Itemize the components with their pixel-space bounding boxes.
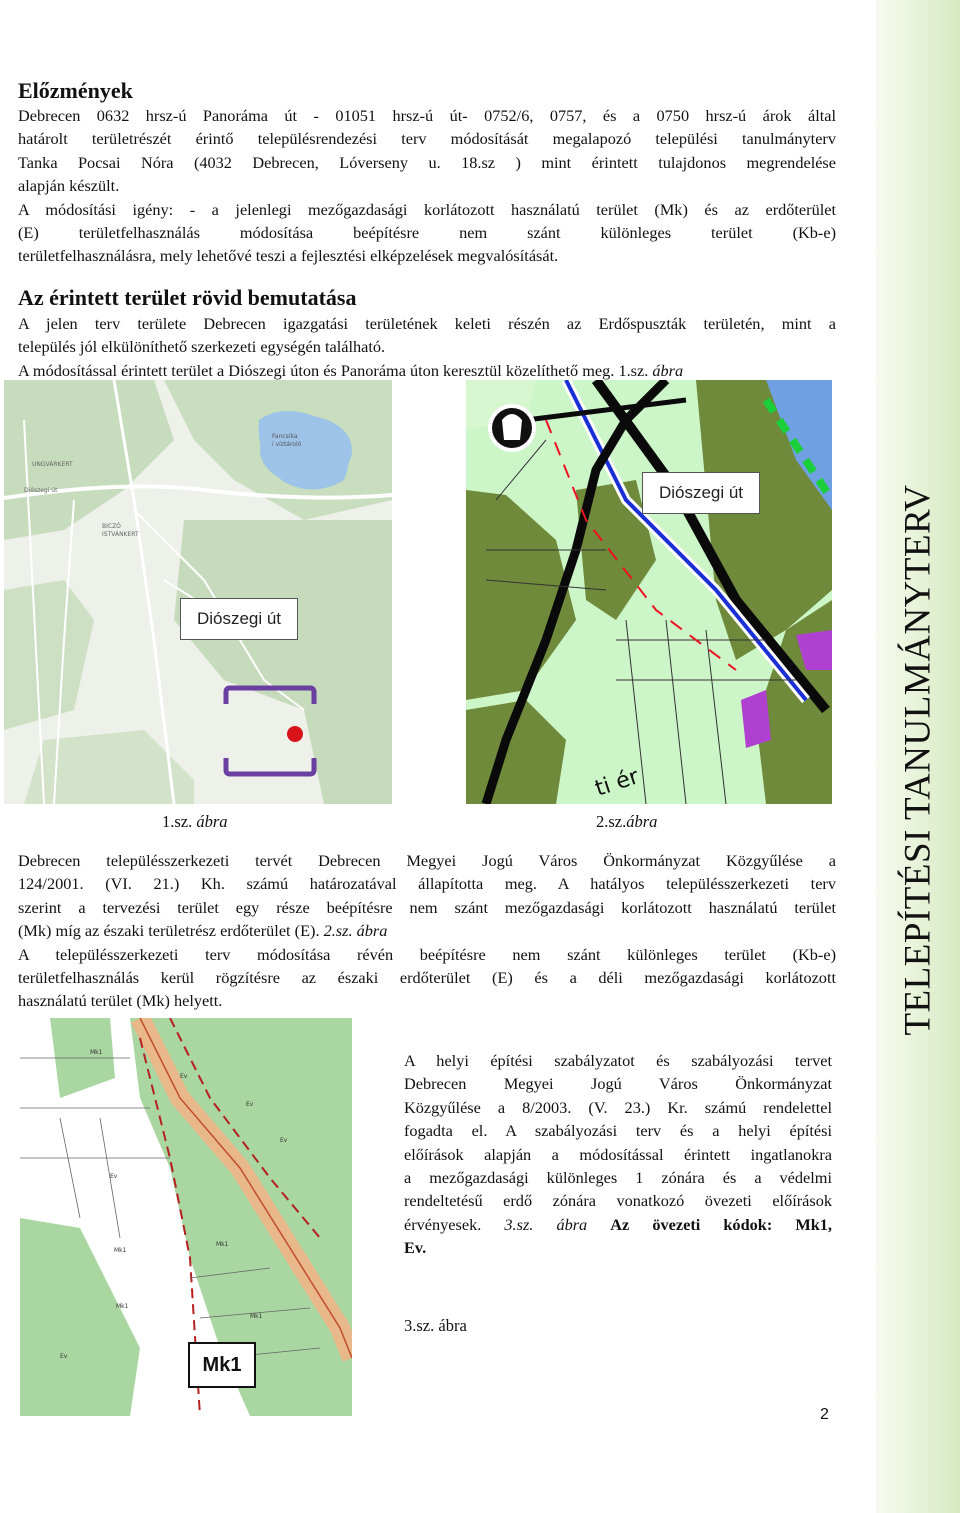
figure-ref: ábra: [652, 360, 684, 380]
zoning-plan-graphic: [466, 380, 832, 804]
text-line: használatú terület (Mk) helyett.: [18, 991, 223, 1011]
text-line: a mezőgazdasági különleges 1 zónára és a védelmi: [404, 1168, 832, 1188]
figure-ref: 2.sz. ábra: [323, 921, 388, 941]
text-line: A módosítási igény: - a jelenlegi mezőgazdasági korlátozott használatú terület (Mk) és az erdőterület: [18, 199, 836, 219]
zone-codes-text: Az övezeti kódok: Mk1,: [610, 1214, 832, 1234]
text-line: A településszerkezeti terv módosítása révén beépítésre nem szánt különleges terület (Kb-e): [18, 944, 836, 964]
zone-code: Mk1: [216, 1241, 229, 1248]
location-marker-icon: [287, 726, 303, 742]
zone-code: Ev: [60, 1353, 68, 1360]
section-area: [18, 284, 836, 382]
street-map-graphic: [4, 380, 392, 804]
zone-code: Ev: [280, 1137, 288, 1144]
svg-text:BICZÓ: BICZÓ: [102, 523, 121, 530]
svg-text:Fancsika: Fancsika: [272, 433, 298, 440]
zone-code: Mk1: [116, 1303, 129, 1310]
svg-text:Diószegi út: Diószegi út: [24, 487, 58, 494]
svg-text:i víztároló: i víztároló: [272, 441, 302, 448]
paragraph-prior-1: [18, 104, 836, 198]
text-line: [404, 1213, 832, 1236]
text-line: alapján készült.: [18, 176, 120, 196]
text-line: A helyi építési szabályzatot és szabályozási tervet: [404, 1051, 832, 1070]
text-segment: érvényesek.: [404, 1214, 482, 1234]
section-prior: [18, 78, 836, 268]
text-line: (E) területfelhasználás módosítása beépítésre nem szánt különleges terület (Kb-e): [18, 223, 836, 243]
figure-2-caption: [596, 812, 657, 832]
text-line: [404, 1236, 832, 1259]
text-line: Debrecen 0632 hrsz-ú Panoráma út - 01051 hrsz-ú út- 0752/6, 0757, és a 0750 hrsz-ú árok által: [18, 106, 836, 125]
zone-codes-text: Ev.: [404, 1238, 427, 1258]
paragraph-area-1: [18, 312, 836, 359]
figure-3-caption: 3.sz. ábra: [404, 1316, 467, 1335]
text-line: rendeltetésű erdő zónára vonatkozó övezeti előírások: [404, 1191, 832, 1211]
zone-code: Ev: [110, 1173, 118, 1180]
road-label-dioszegi-2: Diószegi út: [642, 472, 760, 514]
section-local-regulation: [404, 1049, 832, 1260]
text-line: határolt területrészét érintő településrendezési terv módosítását megalapozó települési tanulmányterv: [18, 129, 836, 149]
text-line: Debrecen Megyei Jogú Város Önkormányzat: [404, 1074, 832, 1094]
text-segment: (Mk) míg az északi területrész erdőterület (E).: [18, 921, 320, 941]
caption-label: ábra: [196, 812, 228, 831]
sidebar-title: TELEPÍTÉSI TANULMÁNYTERV: [897, 484, 939, 1036]
text-line: 124/2001. (VI. 21.) Kh. számú határozatával állapította meg. A hatályos településszerkezeti terv: [18, 874, 836, 894]
text-line: település jól elkülöníthető szerkezeti egységén található.: [18, 337, 386, 357]
figure-1-map: [4, 380, 392, 804]
figure-3-map: [20, 1018, 352, 1416]
text-line: [18, 919, 836, 942]
text-line: Közgyűlése a 8/2003. (V. 23.) Kr. számú rendelettel: [404, 1097, 832, 1117]
caption-number: 2.sz.: [596, 812, 627, 831]
area-bracket: [222, 680, 318, 780]
caption-number: 1.sz.: [162, 812, 193, 831]
figure-2-map: [466, 380, 832, 804]
road-label-dioszegi: Diószegi út: [180, 598, 298, 640]
text-line: fogadta el. A szabályozási terv és a helyi építési: [404, 1121, 832, 1141]
zone-code: Mk1: [90, 1049, 103, 1056]
page-number: 2: [820, 1406, 829, 1423]
zone-label-mk1: Mk1: [188, 1342, 256, 1388]
text-line: területfelhasználásra, mely lehetővé teszi a fejlesztési elképzelések megvalósítását.: [18, 246, 559, 266]
section-structure-plan: [18, 849, 836, 1013]
text-line: A módosítással érintett terület a Diószegi úton és Panoráma úton keresztül közelíthető meg. 1.sz.: [18, 360, 649, 380]
zone-code: Ev: [246, 1101, 254, 1108]
caption-label: ábra: [626, 812, 658, 831]
svg-text:UNGVÁRKERT: UNGVÁRKERT: [32, 461, 73, 468]
text-line: előírások alapján a módosítással érintett ingatlanokra: [404, 1144, 832, 1164]
regulation-plan-graphic: [20, 1018, 352, 1416]
zone-code: Mk1: [250, 1313, 263, 1320]
text-line: szerint a tervezési terület egy része beépítésre nem szánt mezőgazdasági korlátozott használatú terület: [18, 897, 836, 917]
text-line: területfelhasználás kerül rögzítésre az északi erdőterület (E) és a déli mezőgazdasági korlátozott: [18, 968, 836, 988]
map-label: ti ér: [592, 764, 642, 802]
figure-ref: 3.sz. ábra: [504, 1214, 588, 1234]
heading-prior: Előzmények: [18, 78, 133, 103]
zone-code: Mk1: [114, 1247, 127, 1254]
text-line: A jelen terv területe Debrecen igazgatási területének keleti részén az Erdőspuszták területén, mint a: [18, 314, 836, 333]
text-line: Debrecen településszerkezeti tervét Debrecen Megyei Jogú Város Önkormányzat Közgyűlése a: [18, 851, 836, 870]
paragraph-prior-2: [18, 198, 836, 268]
zone-code: Ev: [180, 1073, 188, 1080]
figure-1-caption: [162, 812, 228, 832]
svg-text:ISTVÁNKERT: ISTVÁNKERT: [102, 531, 139, 538]
heading-area: Az érintett terület rövid bemutatása: [18, 285, 357, 310]
text-line: Tanka Pocsai Nóra (4032 Debrecen, Lóverseny u. 18.sz ) mint érintett tulajdonos megrendelése: [18, 152, 836, 172]
paragraph-area-2: [18, 359, 836, 382]
